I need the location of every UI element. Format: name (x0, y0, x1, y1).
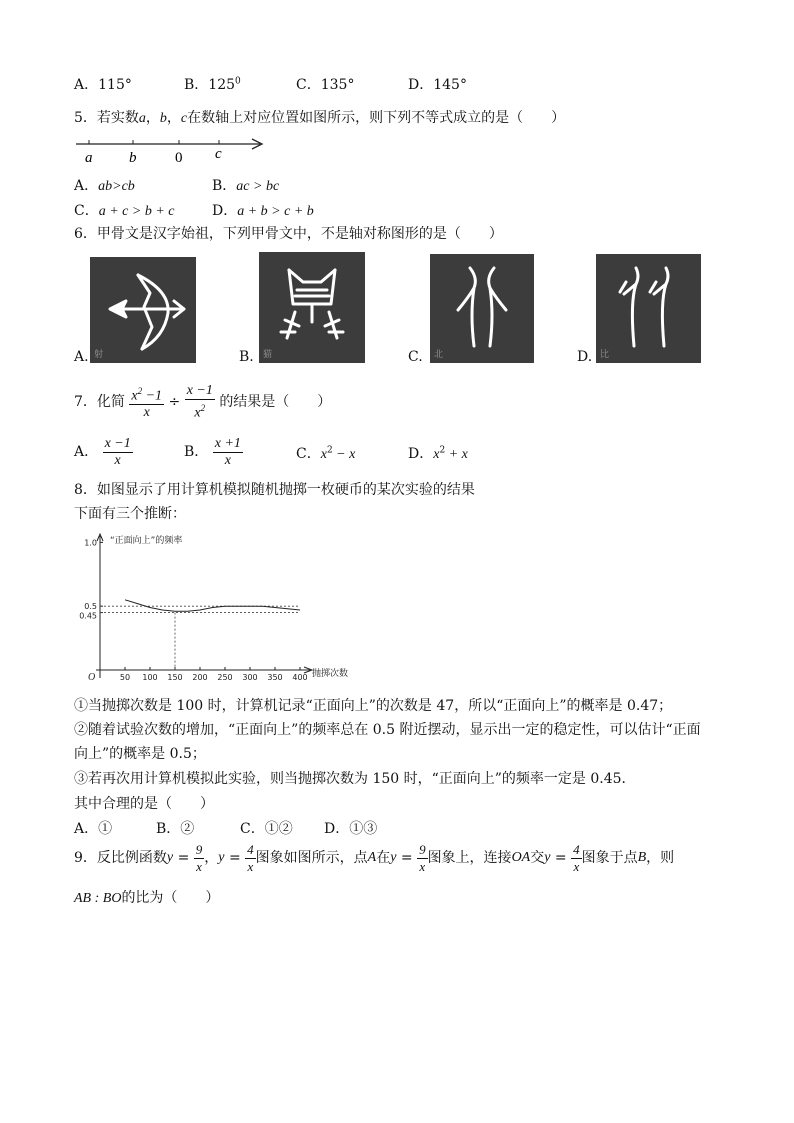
oracle-glyph-b-image (259, 252, 365, 363)
oracle-caption-a: 射 (94, 350, 104, 360)
x-tick-label: 250 (217, 673, 233, 682)
q8-option-c: C．①② (240, 821, 293, 837)
oracle-glyph-c-image (430, 254, 534, 363)
oracle-caption-b: 猫 (263, 350, 273, 360)
q8-question: 其中合理的是（ ） (74, 796, 214, 812)
q6-option-c-label: C. (408, 349, 423, 365)
x-tick-label: 300 (242, 673, 258, 682)
q8-item-2: ②随着试验次数的增加，“正面向上”的频率总在 0.5 附近摆动，显示出一定的稳定性，可以估计“正面 (74, 722, 701, 738)
q9-stem: 9．反比例函数y = $\frac{9}{x}$ ，y = $\frac{4}{x}$ 图象如图所示，点A在y = $\frac{9}{x}$ 图象上，连接OA交y = $\frac{4}{x}$ 图象于点B，则 (74, 841, 675, 874)
chart-origin: O (88, 672, 96, 683)
q4-option-d: D．145° (408, 77, 467, 93)
q5-option-c: C．a + c > b + c (74, 203, 175, 219)
x-tick-label: 100 (142, 673, 158, 682)
q7-option-a: A． $\frac{x -1}{x}$ (74, 435, 131, 468)
q8-item-3: ③若再次用计算机模拟此实验，则当抛掷次数为 150 时，“正面向上”的频率一定是 0.45． (74, 771, 636, 787)
oracle-caption-c: 北 (434, 350, 444, 360)
y-tick-label: 0.5 (84, 602, 97, 612)
numberline-label-0: 0 (175, 150, 183, 166)
q7-option-b: B． $\frac{x +1}{x}$ (184, 435, 241, 468)
q5-option-b: B．ac > bc (212, 178, 280, 194)
q8-option-b: B．② (156, 821, 195, 837)
q7-option-d: D．$x^2 + x$ (408, 445, 468, 462)
x-tick-label: 400 (292, 673, 308, 682)
q6-option-b-label: B. (239, 349, 254, 365)
q4-option-c: C．135° (296, 77, 355, 93)
q5-number-line (74, 134, 274, 168)
q5-option-a: A．ab>cb (74, 178, 135, 194)
x-tick-label: 350 (267, 673, 283, 682)
q8-item-1: ①当抛掷次数是 100 时，计算机记录“正面向上”的次数是 47，所以“正面向上”的概率是 0.47； (74, 698, 673, 714)
numberline-label-a: a (85, 150, 93, 166)
q7-option-c: C．$x^2 - x$ (296, 445, 356, 462)
q7-stem: 7．化简 $\frac{x^2 -1}{x}$ ÷ $\frac{x -1}{x^2}$ 的结果是（ ） (74, 382, 332, 421)
frequency-chart (72, 530, 372, 688)
oracle-glyph-d-image (596, 254, 701, 363)
y-tick-label: 1.0 (84, 538, 97, 548)
numberline-label-c: c (215, 146, 222, 162)
q7-fraction-1: $\frac{x^2 -1}{x}$ (129, 383, 164, 422)
frequency-line (125, 600, 300, 612)
chart-ylabel: “正面向上”的频率 (110, 536, 183, 546)
q4-option-a: A．115° (74, 77, 132, 93)
q9-stem-2: AB : BO的比为（ ） (74, 890, 220, 906)
q8-option-a: A．① (74, 821, 113, 837)
q7-fraction-2: $\frac{x -1}{x^2}$ (186, 382, 213, 421)
oracle-caption-d: 比 (600, 350, 610, 360)
q8-stem-2: 下面有三个推断： (74, 506, 186, 522)
q5-option-d: D．a + b > c + b (212, 203, 314, 219)
q8-stem: 8．如图显示了用计算机模拟随机抛掷一枚硬币的某次实验的结果 (74, 482, 475, 498)
numberline-label-b: b (129, 150, 137, 166)
q8-item-2-cont: 向上”的概率是 0.5； (74, 746, 206, 762)
oracle-glyph-a-image (90, 257, 196, 363)
x-tick-label: 150 (167, 673, 183, 682)
y-tick-label: 0.45 (79, 611, 97, 621)
q8-option-d: D．①③ (324, 821, 378, 837)
q7-options (74, 432, 494, 472)
q5-stem: 5．若实数a，b，c在数轴上对应位置如图所示，则下列不等式成立的是（ ） (74, 110, 566, 126)
q6-option-a-label: A. (74, 349, 89, 365)
q6-option-d-label: D. (577, 349, 593, 365)
q4-option-b: B．$125^0$ (184, 76, 241, 93)
chart-xlabel: 抛掷次数 (312, 669, 349, 679)
x-tick-label: 200 (192, 673, 208, 682)
q6-stem: 6．甲骨文是汉字始祖，下列甲骨文中，不是轴对称图形的是（ ） (74, 226, 503, 242)
x-tick-label: 50 (119, 673, 131, 682)
